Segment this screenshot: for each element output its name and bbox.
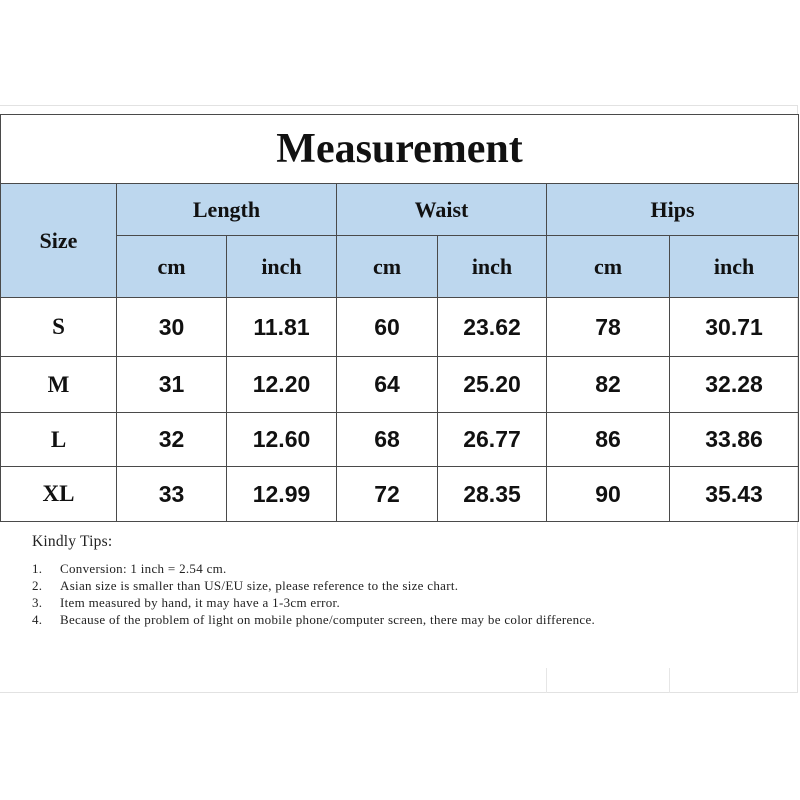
hips-header: Hips (547, 184, 799, 236)
tip-number: 3. (32, 595, 43, 610)
size-cell: XL (1, 467, 117, 522)
waist-inch-cell: 26.77 (438, 413, 547, 467)
hips-inch-cell: 35.43 (670, 467, 799, 522)
length-cm-cell: 30 (117, 298, 227, 357)
waist-cm-cell: 72 (337, 467, 438, 522)
tip-text: Conversion: 1 inch = 2.54 cm. (60, 561, 227, 576)
length-inch-cell: 11.81 (227, 298, 337, 357)
size-cell: M (1, 357, 117, 413)
waist-inch-header: inch (438, 236, 547, 298)
waist-cm-cell: 64 (337, 357, 438, 413)
length-inch-cell: 12.20 (227, 357, 337, 413)
list-item (32, 577, 732, 594)
list-item (32, 611, 732, 628)
hips-cm-cell: 82 (547, 357, 670, 413)
hips-inch-header: inch (670, 236, 799, 298)
list-item (32, 594, 732, 611)
waist-cm-cell: 68 (337, 413, 438, 467)
size-cell: S (1, 298, 117, 357)
length-inch-cell: 12.99 (227, 467, 337, 522)
length-header: Length (117, 184, 337, 236)
tip-number: 1. (32, 561, 43, 576)
tips-list (32, 560, 732, 628)
kindly-tips (32, 533, 732, 628)
length-cm-header: cm (117, 236, 227, 298)
hips-cm-cell: 90 (547, 467, 670, 522)
length-inch-cell: 12.60 (227, 413, 337, 467)
tip-text: Item measured by hand, it may have a 1-3cm error. (60, 595, 341, 610)
tip-number: 2. (32, 578, 43, 593)
waist-cm-header: cm (337, 236, 438, 298)
length-cm-cell: 31 (117, 357, 227, 413)
table-row (1, 357, 799, 413)
waist-cm-cell: 60 (337, 298, 438, 357)
table-row (1, 413, 799, 467)
size-header: Size (1, 184, 117, 298)
tip-text: Because of the problem of light on mobile phone/computer screen, there may be color difference. (60, 612, 596, 627)
hips-inch-cell: 33.86 (670, 413, 799, 467)
hips-cm-header: cm (547, 236, 670, 298)
waist-inch-cell: 28.35 (438, 467, 547, 522)
divider (669, 668, 670, 693)
tip-text: Asian size is smaller than US/EU size, please reference to the size chart. (60, 578, 459, 593)
tip-number: 4. (32, 612, 43, 627)
hips-cm-cell: 86 (547, 413, 670, 467)
waist-inch-cell: 23.62 (438, 298, 547, 357)
hips-inch-cell: 30.71 (670, 298, 799, 357)
size-chart-table (0, 114, 799, 522)
table-row (1, 298, 799, 357)
length-cm-cell: 32 (117, 413, 227, 467)
page-title: Measurement (1, 115, 799, 184)
hips-inch-cell: 32.28 (670, 357, 799, 413)
list-item (32, 560, 732, 577)
waist-inch-cell: 25.20 (438, 357, 547, 413)
size-cell: L (1, 413, 117, 467)
tips-heading: Kindly Tips: (32, 533, 113, 550)
length-cm-cell: 33 (117, 467, 227, 522)
divider (546, 668, 547, 693)
waist-header: Waist (337, 184, 547, 236)
length-inch-header: inch (227, 236, 337, 298)
table-row (1, 467, 799, 522)
hips-cm-cell: 78 (547, 298, 670, 357)
